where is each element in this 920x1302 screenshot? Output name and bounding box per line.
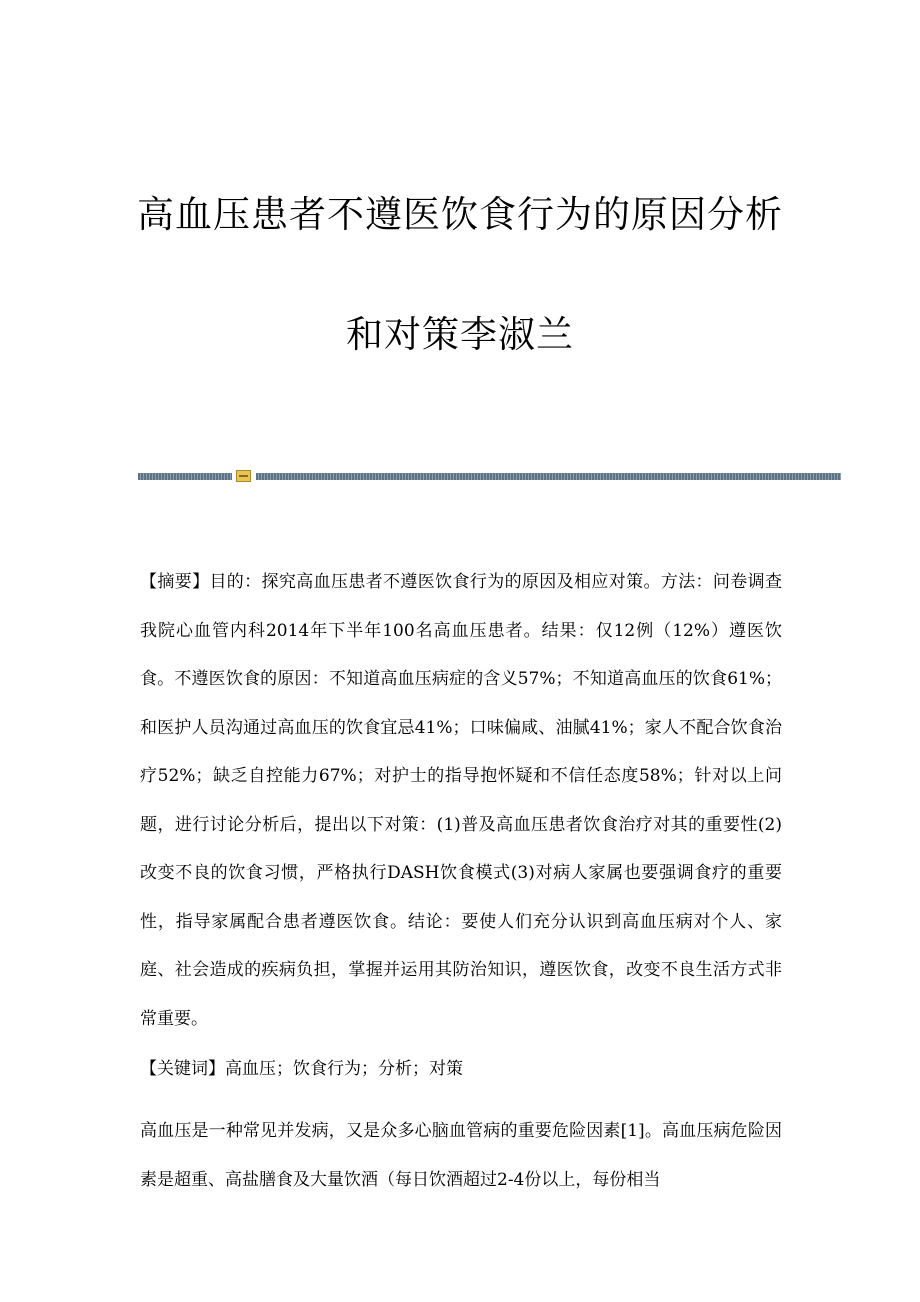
divider-bar-right (256, 473, 841, 480)
divider-ornament-icon (236, 470, 251, 482)
intro-paragraph: 高血压是一种常见并发病，又是众多心脑血管病的重要危险因素[1]。高血压病危险因素是超重、高盐膳食及大量饮酒（每日饮酒超过2-4份以上，每份相当 (140, 1121, 782, 1190)
abstract-paragraph: 【摘要】目的：探究高血压患者不遵医饮食行为的原因及相应对策。方法：问卷调查我院心血管内科2014年下半年100名高血压患者。结果：仅12例（12%）遵医饮食。不遵医饮食的原因：不知道高血压病症的含义57%；不知道高血压的饮食61%；和医护人员沟通过高血压的饮食宜忌41%；口味偏咸、油腻41%；家人不配合饮食治疗52%；缺乏自控能力67%；对护士的指导抱怀疑和不信任态度58%；针对以上问题，进行讨论分析后，提出以下对策：(1)普及高血压患者饮食治疗对其的重要性(2)改变不良的饮食习惯，严格执行DASH饮食模式(3)对病人家属也要强调食疗的重要性，指导家属配合患者遵医饮食。结论：要使人们充分认识到高血压病对个人、家庭、社会造成的疾病负担，掌握并运用其防治知识，遵医饮食，改变不良生活方式非常重要。 (140, 572, 782, 1029)
document-title-line-1: 高血压患者不遵医饮食行为的原因分析 (137, 193, 783, 236)
keywords-paragraph: 【关键词】高血压；饮食行为；分析；对策 (140, 1059, 463, 1079)
decorative-divider (138, 470, 841, 482)
document-title-line-2: 和对策李淑兰 (346, 313, 574, 356)
divider-bar-left (138, 473, 232, 480)
